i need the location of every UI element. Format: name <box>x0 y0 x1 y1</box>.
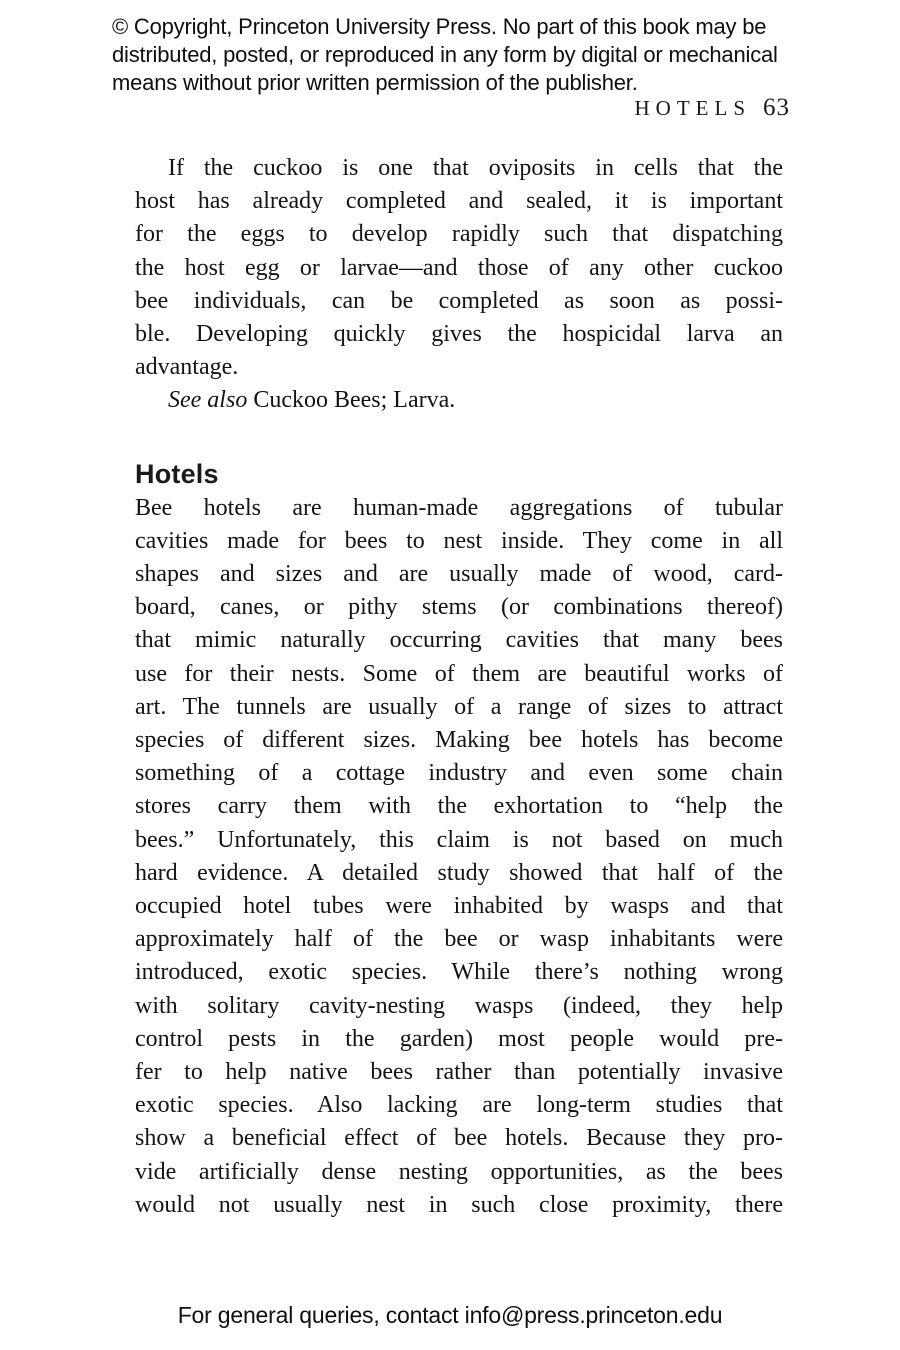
text-line: board, canes, or pithy stems (or combinations thereof) <box>135 594 783 621</box>
text-line: bee individuals, can be completed as soon as possi- <box>135 287 783 314</box>
text-line: hard evidence. A detailed study showed that half of the <box>135 859 783 886</box>
text-line: with solitary cavity-nesting wasps (indeed, they help <box>135 992 783 1019</box>
text-line: stores carry them with the exhortation to “help the <box>135 793 783 820</box>
copyright-line: distributed, posted, or reproduced in any form by digital or mechanical <box>112 42 778 67</box>
text-line: art. The tunnels are usually of a range of sizes to attract <box>135 693 783 720</box>
entry-text-block <box>135 152 783 1222</box>
see-also-refs: Cuckoo Bees; Larva. <box>247 387 456 414</box>
copyright-notice <box>112 13 812 97</box>
text-line: cavities made for bees to nest inside. They come in all <box>135 527 783 554</box>
text-line: would not usually nest in such close proximity, there <box>135 1191 783 1218</box>
text-line: bees.” Unfortunately, this claim is not based on much <box>135 826 783 853</box>
see-also-label: See also <box>168 387 248 414</box>
text-line: control pests in the garden) most people would pre- <box>135 1025 783 1052</box>
text-line: occupied hotel tubes were inhabited by wasps and that <box>135 893 783 920</box>
text-line: use for their nests. Some of them are beautiful works of <box>135 660 783 687</box>
text-line: Bee hotels are human-made aggregations of tubular <box>135 494 783 521</box>
running-head-title: HOTELS <box>634 96 751 120</box>
text-line: the host egg or larvae—and those of any other cuckoo <box>135 254 783 281</box>
hotels-entry-paragraph <box>135 492 783 1222</box>
text-line: host has already completed and sealed, it is important <box>135 188 783 215</box>
text-line: fer to help native bees rather than potentially invasive <box>135 1059 783 1086</box>
text-line: exotic species. Also lacking are long-term studies that <box>135 1092 783 1119</box>
copyright-line: © Copyright, Princeton University Press. No part of this book may be <box>112 14 767 39</box>
page-footer: For general queries, contact info@press.princeton.edu <box>177 1302 723 1328</box>
cuckoo-entry-paragraph <box>135 152 783 384</box>
text-line: If the cuckoo is one that oviposits in cells that the <box>168 155 783 181</box>
copyright-line: means without prior written permission of the publisher. <box>112 70 638 95</box>
text-line: something of a cottage industry and even some chain <box>135 760 783 787</box>
text-line: introduced, exotic species. While there’s nothing wrong <box>135 959 783 986</box>
text-line: shapes and sizes and are usually made of wood, card- <box>135 561 783 588</box>
text-line: vide artificially dense nesting opportunities, as the bees <box>135 1158 783 1185</box>
entry-heading-hotels: Hotels <box>135 458 219 489</box>
text-line: species of different sizes. Making bee hotels has become <box>135 727 783 754</box>
text-line: for the eggs to develop rapidly such that dispatching <box>135 221 783 248</box>
see-also-line <box>135 384 783 417</box>
text-line: that mimic naturally occurring cavities that many bees <box>135 627 783 654</box>
running-head <box>635 94 791 122</box>
page-number: 63 <box>763 94 790 121</box>
text-line: advantage. <box>135 354 239 381</box>
text-line: ble. Developing quickly gives the hospicidal larva an <box>135 321 783 348</box>
text-line: show a beneficial effect of bee hotels. Because they pro- <box>135 1125 783 1152</box>
text-line: approximately half of the bee or wasp inhabitants were <box>135 926 783 953</box>
